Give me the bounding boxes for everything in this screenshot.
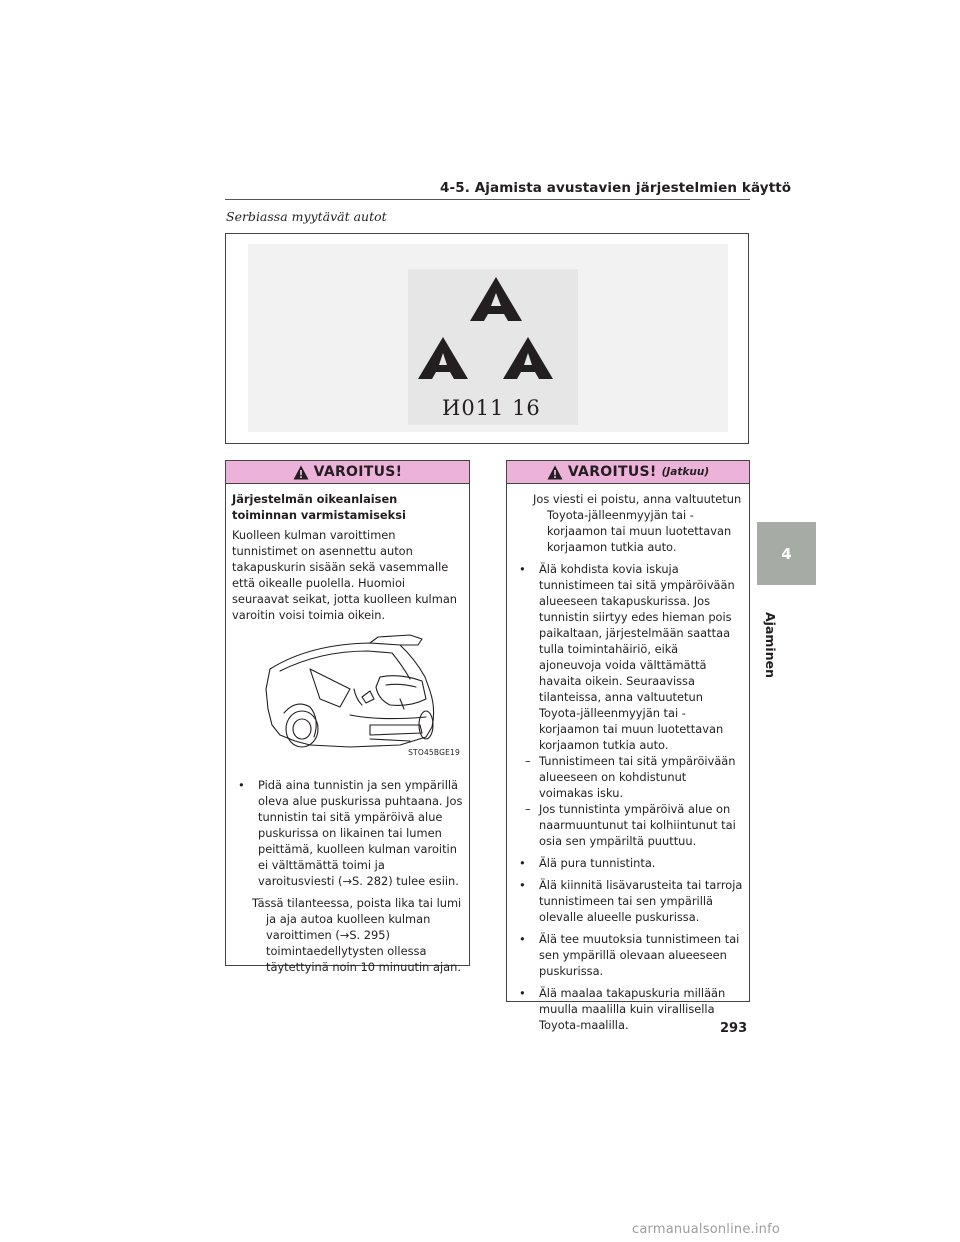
page-number: 293 [720, 1021, 748, 1036]
warning-title: VAROITUS! [567, 464, 657, 480]
continued-text: Jos viesti ei poistu, anna valtuutetun Toyota-jälleenmyyjän tai -korjaamon tai muun luotettavan korjaamon tutkia auto. [533, 492, 742, 554]
bullet-mark: • [519, 932, 526, 946]
warning-title: VAROITUS! [313, 464, 403, 480]
bullet-text: Pidä aina tunnistin ja sen ympärillä oleva alue puskurissa puhtaana. Jos tunnistin tai sitä ympäröivä alue puskurissa on likainen tai lumen peittämä, kuolleen kulman varoitin ei välttämättä toimi ja varoitusviesti (→S. 282) tulee esiin. [258, 778, 463, 888]
image-code: STO45BGE19 [408, 748, 460, 757]
continued-label: (Jatkuu) [661, 466, 710, 478]
dash-text: Jos tunnistinta ympäröivä alue on naarmuuntunut tai kolhiintunut tai osia sen ympäriltä puuttuu. [539, 802, 736, 848]
warning-intro: Kuolleen kulman varoittimen tunnistimet on asennettu auton takapuskurin sisään sekä vasemmalle että oikealle puolella. Huomioi seuraavat seikat, jotta kuolleen kulman varoitin voisi toimia oikein. [232, 528, 458, 622]
bullet-text: Älä kohdista kovia iskuja tunnistimeen tai sitä ympäröivään alueeseen takapuskurissa. Jos tunnistin siirtyy edes hieman pois paikaltaan, järjestelmään saattaa tulla toimintahäiriö, eikä ajoneuvoja voida välttämättä havaita oikein. Seuraavissa tilanteissa, anna valtuutetun Toyota-jälleenmyyjän tai -korjaamon tai muun luotettavan korjaamon tutkia auto. [539, 562, 735, 752]
bullet-text: Älä tee muutoksia tunnistimeen tai sen ympärillä olevaan alueeseen puskurissa. [539, 932, 740, 978]
bullet-text: Älä kiinnitä lisävarusteita tai tarroja tunnistimeen tai sen ympärillä olevalle alueelle puskurissa. [539, 878, 743, 924]
chapter-label [754, 612, 782, 682]
warning-body [226, 484, 469, 975]
warning-body [507, 484, 749, 1033]
figure-caption: Serbiassa myytävät autot [226, 209, 387, 224]
bullet-mark: • [519, 986, 526, 1000]
warning-header [226, 461, 469, 484]
approval-code: И011 16 [442, 396, 541, 420]
warning-icon [547, 465, 563, 480]
warning-header [507, 461, 749, 484]
warning-bullet [513, 855, 743, 871]
watermark: carmanualsonline.info [632, 1222, 781, 1237]
warning-bullet [513, 561, 743, 849]
chapter-name: Ajaminen [763, 612, 778, 678]
bullet-text: Älä maalaa takapuskuria millään muulla maalilla kuin virallisella Toyota-maalilla. [539, 986, 726, 1032]
dash-item [525, 801, 743, 849]
chapter-number: 4 [781, 544, 792, 563]
bullet-mark: • [519, 562, 526, 576]
warning-bullet [513, 985, 743, 1033]
car-rear-illustration [250, 629, 470, 769]
figure-background [248, 244, 728, 432]
warning-icon [293, 465, 309, 480]
approval-mark-figure [225, 233, 749, 444]
chapter-tab [757, 522, 816, 585]
bullet-mark: • [519, 878, 526, 892]
bullet-continuation: Tässä tilanteessa, poista lika tai lumi ja aja autoa kuolleen kulman varoittimen (→S. 295) toimintaedellytysten ollessa täytettyinä noin 10 minuutin ajan. [252, 896, 462, 974]
warning-bullet [513, 931, 743, 979]
dash-mark: – [525, 754, 531, 768]
dash-mark: – [525, 802, 531, 816]
header-divider [225, 199, 750, 200]
warning-bullet [513, 877, 743, 925]
bullet-mark: • [519, 856, 526, 870]
dash-text: Tunnistimeen tai sitä ympäröivään alueeseen on kohdistunut voimakas isku. [539, 754, 736, 800]
dash-item [525, 753, 743, 801]
bullet-text: Älä pura tunnistinta. [539, 856, 656, 870]
warning-panel-left [225, 460, 470, 974]
section-header: 4-5. Ajamista avustavien järjestelmien käyttö [440, 180, 792, 196]
bullet-mark: • [238, 778, 245, 792]
warning-bullet [232, 777, 463, 889]
warning-subtitle: Järjestelmän oikeanlaisen toiminnan varmistamiseksi [232, 492, 406, 522]
